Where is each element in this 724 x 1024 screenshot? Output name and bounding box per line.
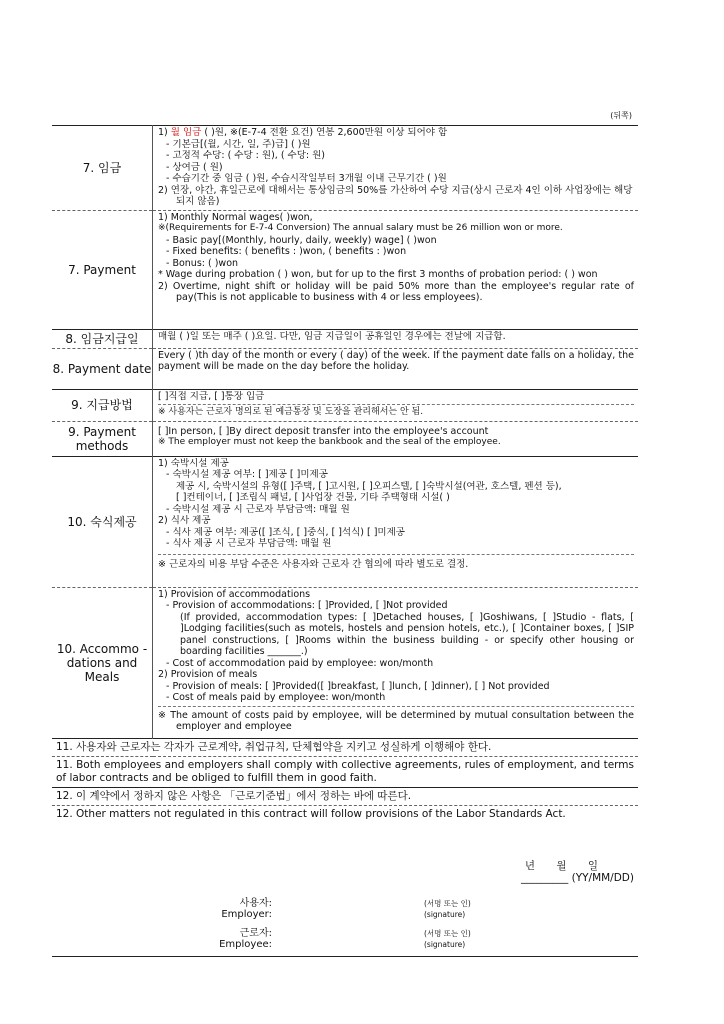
line: 2) 연장, 야간, 휴일근로에 대해서는 통상임금의 50%를 가산하여 수당 지급(상시 근로자 4인 이하 사업장에는 해당되지 않음) [158, 184, 633, 207]
clause11-ko: 11. 사용자와 근로자는 각자가 근로계약, 취업규칙, 단체협약을 지키고 성실하게 이행해야 한다. [52, 738, 638, 756]
row-method-en [52, 421, 638, 456]
employee-sign-en: (signature) [424, 940, 466, 949]
line: - 수습기간 중 임금 ( )원, 수습시작일부터 3개월 이내 근무기간 ( )원 [166, 173, 447, 184]
line: 1) 숙박시설 제공 [158, 457, 229, 469]
row-wage-en [52, 210, 638, 329]
line: - Cost of accommodation paid by employee: won/month [166, 657, 434, 669]
row-payday-en [52, 348, 638, 389]
line: 1) Provision of accommodations [158, 588, 311, 600]
line: - 기본급[(월, 시간, 일, 주)급] ( )원 [166, 138, 311, 150]
line: - Basic pay[(Monthly, hourly, daily, weekly) wage] ( )won [166, 234, 437, 246]
row-wage-ko [52, 126, 638, 211]
row-lodging-en [52, 587, 638, 738]
employee-sign-ko[interactable]: (서명 또는 인) [424, 929, 471, 938]
label-method-en: 9. Payment methods [52, 421, 153, 456]
label-payday-en: 8. Payment date [52, 348, 153, 389]
line: - 고정적 수당: ( 수당 : 원), ( 수당: 원) [166, 150, 326, 161]
line: ※ 사용자는 근로자 명의로 된 예금통장 및 도장을 관리해서는 안 됨. [158, 404, 634, 419]
line: 2) Overtime, night shift or holiday will be paid 50% more than the employee's regular rate of pay(This is not applicable to business with 4 or less employees). [158, 280, 634, 303]
line: - 숙박시설 제공 여부: [ ]제공 [ ]미제공 [166, 469, 328, 480]
label-payday-ko: 8. 임금지급일 [52, 329, 153, 348]
label-wage-en: 7. Payment [52, 210, 153, 329]
num: 1) [158, 127, 171, 138]
line: - 숙박시설 제공 시 근로자 부담금액: 매월 원 [166, 503, 350, 515]
row-clause12-en [52, 805, 638, 823]
contract-table [52, 125, 638, 823]
line: ※ The amount of costs paid by employee, will be determined by mutual consultation between the employer and employee [158, 706, 634, 733]
line: 2) 식사 제공 [158, 515, 211, 526]
line: ※ The employer must not keep the bankbook and the seal of the employee. [158, 437, 501, 447]
employer-label-ko: 사용자: [239, 898, 272, 909]
employer-sign-ko[interactable]: (서명 또는 인) [424, 899, 471, 908]
line: Every ( )th day of the month or every ( day) of the week. If the payment date falls on a holiday, the payment will be made on the day before the holiday. [158, 349, 634, 372]
content-lodging-en [153, 587, 639, 738]
clause12-ko: 12. 이 계약에서 정하지 않은 사항은 「근로기준법」에서 정하는 바에 따른다. [52, 787, 638, 805]
employee-label-en: Employee: [219, 939, 272, 950]
date-field[interactable]: _________ (YY/MM/DD) [521, 872, 634, 884]
row-payday-ko [52, 329, 638, 348]
line: [ ]컨테이너, [ ]조립식 패널, [ ]사업장 건물, 기타 주택형태 시설( ) [176, 492, 450, 503]
employee-label-ko: 근로자: [239, 928, 272, 939]
line: - Cost of meals paid by employee: won/month [166, 692, 386, 703]
row-clause11-en [52, 756, 638, 787]
line: - Provision of accommodations: [ ]Provided, [ ]Not provided [166, 600, 448, 611]
content-payday-en [153, 348, 639, 389]
date-labels: 년 월 일 [524, 860, 598, 872]
label-lodging-ko: 10. 숙식제공 [52, 456, 153, 587]
line: 매월 ( )일 또는 매주 ( )요일. 다만, 임금 지급일이 공휴일인 경우에는 전날에 지급함. [158, 330, 506, 342]
content-lodging-ko [153, 456, 639, 587]
line: * Wage during probation ( ) won, but for up to the first 3 months of probation period: ( ) won [158, 269, 598, 280]
row-clause11-ko [52, 738, 638, 756]
content-wage-en [153, 210, 639, 329]
line: - Provision of meals: [ ]Provided([ ]breakfast, [ ]lunch, [ ]dinner), [ ] Not provided [166, 680, 550, 692]
employer-label-en: Employer: [221, 909, 272, 920]
content-method-ko [153, 389, 639, 421]
label-wage-ko: 7. 임금 [52, 126, 153, 211]
row-clause12-ko [52, 787, 638, 805]
line: - 식사 제공 시 근로자 부담금액: 매월 원 [166, 538, 332, 549]
row-lodging-ko [52, 456, 638, 587]
line: 1) Monthly Normal wages( )won, [158, 211, 313, 223]
line: - Fixed benefits: ( benefits : )won, ( benefits : )won [166, 246, 407, 257]
line: 2) Provision of meals [158, 669, 258, 680]
clause11-en: 11. Both employees and employers shall comply with collective agreements, rules of employment, and terms of labor contracts and be obliged to fulfill them in good faith. [52, 756, 638, 787]
label-lodging-en: 10. Accommo -dations and Meals [52, 587, 153, 738]
content-wage-ko [153, 126, 639, 211]
line: - Bonus: ( )won [166, 257, 239, 269]
line: - 상여금 ( 원) [166, 161, 223, 173]
line: 제공 시, 숙박시설의 유형([ ]주택, [ ]고시원, [ ]오피스텔, [ ]숙박시설(여관, 호스텔, 펜션 등), [176, 480, 562, 492]
monthly-wage-highlight: 월 임금 [170, 127, 202, 138]
clause12-en: 12. Other matters not regulated in this contract will follow provisions of the Labor Standards Act. [52, 805, 638, 823]
line: - 식사 제공 여부: 제공([ ]조식, [ ]중식, [ ]석식) [ ]미제공 [166, 526, 405, 538]
line: ※(Requirements for E-7-4 Conversion) The annual salary must be 26 million won or more. [158, 223, 563, 233]
page-marker: (뒤쪽) [610, 111, 632, 120]
text: ( )원, ※(E-7-4 전환 요건) 연봉 2,600만원 이상 되어야 함 [201, 127, 448, 138]
line: [ ]In person, [ ]By direct deposit transfer into the employee's account [158, 425, 489, 437]
signature-area [52, 856, 638, 957]
employer-sign-en: (signature) [424, 910, 466, 919]
content-method-en [153, 421, 639, 456]
content-payday-ko [153, 329, 639, 348]
label-method-ko: 9. 지급방법 [52, 389, 153, 421]
line: [ ]직접 지급, [ ]통장 입금 [158, 390, 265, 402]
line: (If provided, accommodation types: [ ]Detached houses, [ ]Goshiwans, [ ]Studio - flats, [ ]Lodging facilities(such as motels, hostels and pension hotels, etc.), [ ]Container boxes, [ ]SIP panel constructions, [ ]Rooms within the business building - or specify other housing or boarding facilities _______.) [180, 611, 634, 657]
row-method-ko [52, 389, 638, 421]
line: ※ 근로자의 비용 부담 수준은 사용자와 근로자 간 협의에 따라 별도로 결정. [158, 554, 634, 571]
